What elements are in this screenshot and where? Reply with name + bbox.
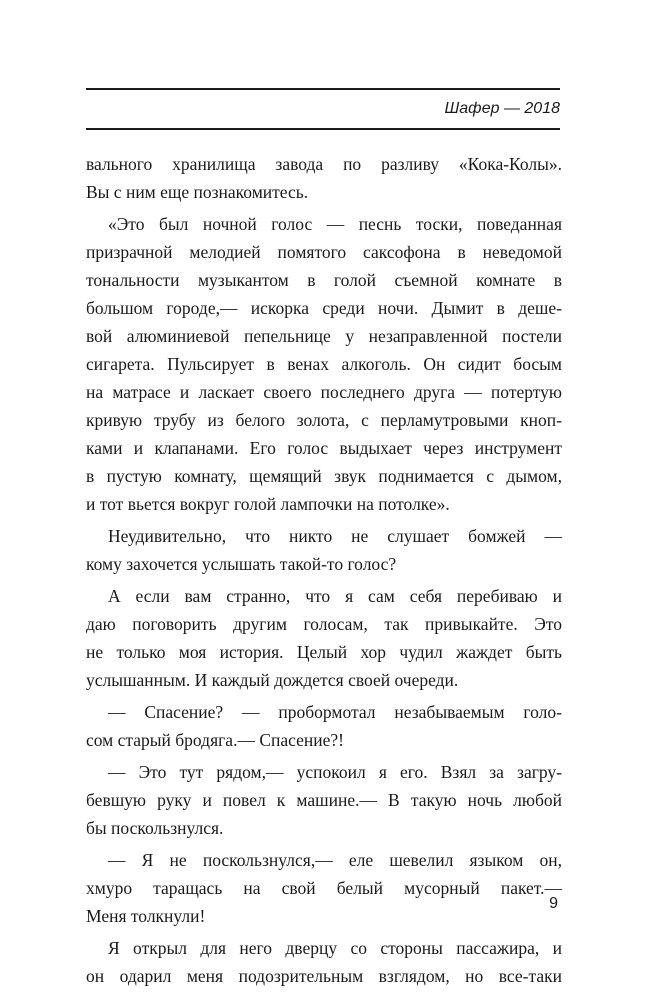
text-line: «Это был ночной голос — песнь тоски, поведанная: [108, 214, 562, 234]
text-line: он одарил меня подозрительным взглядом, но все-таки: [86, 966, 562, 986]
text-line: кривую трубу из белого золота, с перламутровыми кноп-: [86, 410, 562, 430]
text-line: вой алюминиевой пепельнице у незаправленной постели: [86, 326, 562, 346]
text-line: сигарета. Пульсирует в венах алкоголь. Он сидит босым: [86, 354, 562, 374]
text-line: большом городе,— искорка среди ночи. Дымит в деше-: [86, 298, 562, 318]
text-line: ками и клапанами. Его голос выдыхает через инструмент: [86, 438, 562, 458]
text-line: услышанным. И каждый дождется своей очереди.: [86, 670, 459, 690]
text-line: Меня толкнули!: [86, 906, 206, 926]
text-line: вального хранилища завода по разливу «Кока-Колы».: [86, 154, 562, 174]
page-number: 9: [549, 895, 558, 912]
text-line: даю поговорить другим голосам, так привыкайте. Это: [86, 614, 562, 634]
text-line: бевшую руку и повел к машине.— В такую ночь любой: [86, 790, 562, 810]
running-title: Шафер — 2018: [444, 100, 560, 117]
text-line: тональности музыкантом в голой съемной комнате в: [86, 270, 562, 290]
text-line: Я открыл для него дверцу со стороны пассажира, и: [108, 938, 562, 958]
text-line: сом старый бродяга.— Спасение?!: [86, 730, 344, 750]
text-line: — Я не поскользнулся,— еле шевелил языком он,: [108, 850, 562, 870]
text-line: бы поскользнулся.: [86, 818, 224, 838]
text-line: А если вам странно, что я сам себя перебиваю и: [108, 586, 562, 606]
text-line: в пустую комнату, щемящий звук поднимается с дымом,: [86, 466, 562, 486]
text-line: Вы с ним еще познакомитесь.: [86, 182, 309, 202]
text-line: не только моя история. Целый хор чудил жаждет быть: [86, 642, 562, 662]
text-line: хмуро таращась на свой белый мусорный пакет.—: [86, 878, 562, 898]
text-line: на матрасе и ласкает своего последнего друга — потертую: [86, 382, 562, 402]
text-line: призрачной мелодией помятого саксофона в неведомой: [86, 242, 562, 262]
text-line: и тот вьется вокруг голой лампочки на потолке».: [86, 494, 450, 514]
text-line: Неудивительно, что никто не слушает бомжей —: [108, 526, 562, 546]
text-line: — Это тут рядом,— успокоил я его. Взял за загру-: [108, 762, 562, 782]
body-text: [86, 150, 562, 990]
header-rule-top: [86, 88, 560, 90]
header-rule-bottom: [86, 128, 560, 130]
text-line: кому захочется услышать такой-то голос?: [86, 554, 397, 574]
text-line: — Спасение? — пробормотал незабываемым голо-: [108, 702, 562, 722]
